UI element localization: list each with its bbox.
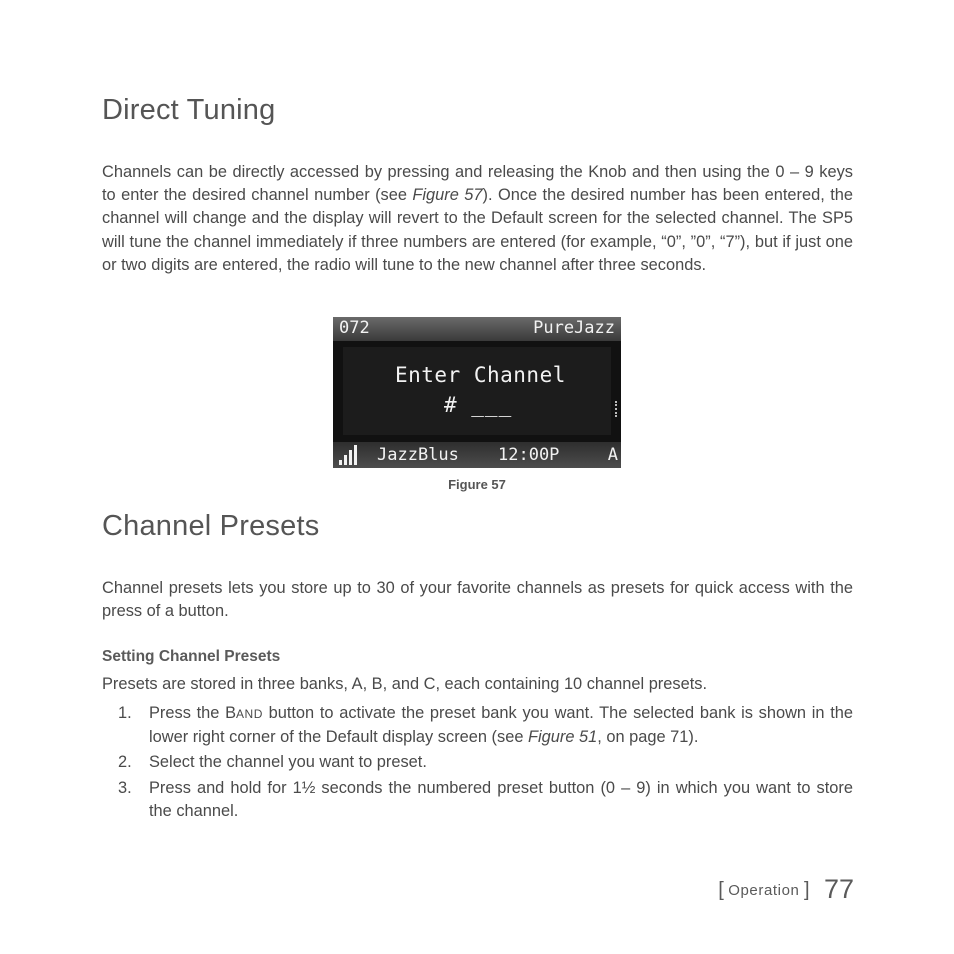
radio-display-figure bbox=[333, 317, 621, 468]
channel-presets-intro: Channel presets lets you store up to 30 of your favorite channels as presets for quick access with the press of a button. bbox=[102, 579, 853, 621]
footer-open-bracket: [ bbox=[718, 879, 724, 901]
song-title: JazzBlus bbox=[377, 445, 459, 465]
channel-name: PureJazz bbox=[533, 318, 615, 338]
enter-channel-prompt: Enter Channel bbox=[395, 363, 566, 387]
list-item: 1. Press the BAND button to activate the preset bank you want. The selected bank is shown in the lower right corner of the Default display screen (see Figure 51, on page 71). bbox=[118, 704, 853, 747]
footer-close-bracket: ] bbox=[803, 879, 810, 901]
section-title-channel-presets: Channel Presets bbox=[102, 510, 320, 542]
scroll-indicator bbox=[615, 401, 620, 417]
banks-paragraph: Presets are stored in three banks, A, B, and C, each containing 10 channel presets. bbox=[102, 675, 707, 693]
page-footer bbox=[718, 874, 854, 905]
display-bottom-bar bbox=[333, 442, 621, 468]
section-title-direct-tuning: Direct Tuning bbox=[102, 94, 276, 126]
steps-list bbox=[102, 702, 853, 825]
clock-time: 12:00P bbox=[498, 445, 560, 465]
subheading-setting-presets: Setting Channel Presets bbox=[102, 648, 281, 665]
channel-entry-field: # ___ bbox=[444, 393, 513, 417]
list-item: 3. Press and hold for 1½ seconds the numbered preset button (0 – 9) in which you want to store the channel. bbox=[118, 778, 853, 820]
figure-reference: Figure 57 bbox=[412, 186, 483, 205]
list-item: 2. Select the channel you want to preset. bbox=[118, 753, 427, 772]
footer-section-name: Operation bbox=[728, 882, 800, 899]
figure-caption: Figure 57 bbox=[448, 477, 506, 492]
para-text-a: Channels can be directly accessed by pressing and releasing the Knob and then using the 0 – 9 keys to enter the desired channel number (see bbox=[102, 163, 853, 205]
page-number: 77 bbox=[823, 874, 854, 904]
preset-bank-indicator: A bbox=[607, 445, 618, 465]
direct-tuning-paragraph bbox=[102, 161, 853, 277]
display-top-bar bbox=[333, 317, 621, 341]
display-center-panel bbox=[343, 347, 611, 435]
channel-number: 072 bbox=[339, 318, 370, 338]
para-text-b: ). Once the desired number has been entered, the channel will change and the display will revert to the Default screen for the selected channel. The SP5 will tune the channel immediately if three numbers are entered (for example, “0”, ”0”, “7”), but if just one or two digits are entered, the radio will tune to the new channel after three seconds. bbox=[102, 186, 854, 274]
signal-strength-icon bbox=[339, 445, 357, 465]
